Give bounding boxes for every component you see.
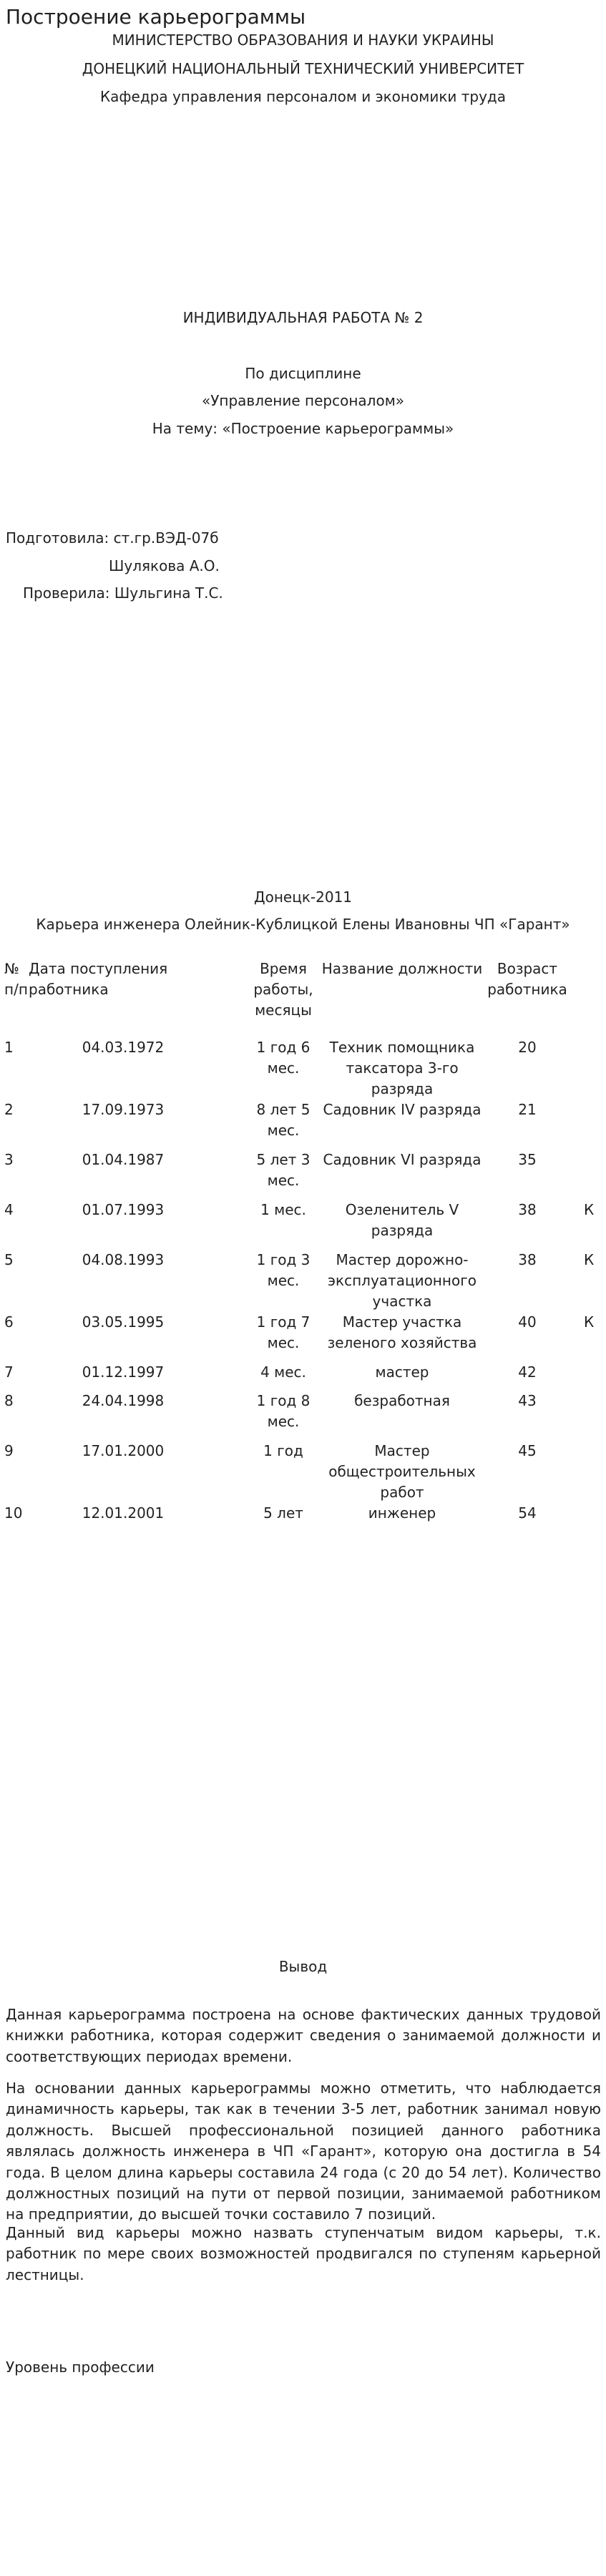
- table-row: [0, 1100, 606, 1150]
- cell-time: 1 год: [263, 1442, 303, 1459]
- cell-extra: [571, 1391, 606, 1441]
- cell-age: 21: [518, 1101, 537, 1118]
- university-line: ДОНЕЦКИЙ НАЦИОНАЛЬНЫЙ ТЕХНИЧЕСКИЙ УНИВЕРСИТЕТ: [82, 60, 524, 77]
- topic-line: На тему: «Построение карьерограммы»: [152, 420, 454, 437]
- cell-date: 04.08.1993: [82, 1251, 165, 1268]
- header-number: № п/п: [4, 960, 28, 998]
- table-row: [0, 1441, 606, 1503]
- cell-number: 4: [4, 1201, 14, 1218]
- cell-date: 17.01.2000: [82, 1442, 165, 1459]
- cell-number: 2: [4, 1101, 14, 1118]
- cell-number: 7: [4, 1363, 14, 1381]
- cell-number: 10: [4, 1504, 23, 1522]
- cell-age: 38: [518, 1251, 537, 1268]
- table-row: [0, 1150, 606, 1200]
- department-line: Кафедра управления персоналом и экономики труда: [99, 88, 507, 105]
- cell-age: 42: [518, 1363, 537, 1381]
- cell-date: 24.04.1998: [82, 1392, 165, 1409]
- cell-time: 1 мес.: [260, 1201, 306, 1218]
- cell-position: Мастер дорожно-эксплуатационного участка: [328, 1251, 477, 1310]
- cell-age: 54: [518, 1504, 537, 1522]
- conclusion-paragraph-3: Данный вид карьеры можно назвать ступенчатым видом карьеры, т.к. работник по мере своих возможностей продвигался по ступеням карьерной лестницы.: [6, 2224, 601, 2283]
- discipline-label: По дисциплине: [245, 365, 361, 382]
- cell-time: 1 год 7 мес.: [256, 1313, 311, 1351]
- table-row: [0, 1312, 606, 1362]
- cell-extra: [571, 1362, 606, 1391]
- header-extra: [571, 959, 606, 1037]
- cell-extra: [571, 1150, 606, 1200]
- cell-number: 9: [4, 1442, 14, 1459]
- cell-time: 5 лет: [263, 1504, 303, 1522]
- table-caption: Карьера инженера Олейник-Кублицкой Елены Ивановны ЧП «Гарант»: [36, 916, 570, 933]
- cell-date: 03.05.1995: [82, 1313, 165, 1331]
- discipline-name: «Управление персоналом»: [201, 392, 405, 409]
- table-row: [0, 1037, 606, 1100]
- header-date: Дата поступления работника: [29, 960, 168, 998]
- career-table: [0, 959, 606, 1532]
- cell-date: 01.07.1993: [82, 1201, 165, 1218]
- cell-age: 43: [518, 1392, 537, 1409]
- cell-position: Садовник IV разряда: [323, 1101, 482, 1118]
- cell-position: Садовник VI разряда: [323, 1151, 482, 1168]
- cell-extra: К: [584, 1251, 595, 1268]
- cell-extra: [571, 1441, 606, 1503]
- cell-extra: [571, 1503, 606, 1532]
- cell-number: 8: [4, 1392, 14, 1409]
- cell-extra: [571, 1037, 606, 1100]
- checked-by: Проверила: Шульгина Т.С.: [23, 584, 223, 602]
- work-title: ИНДИВИДУАЛЬНАЯ РАБОТА № 2: [182, 309, 424, 326]
- cell-date: 04.03.1972: [82, 1039, 165, 1056]
- cell-position: мастер: [375, 1363, 429, 1381]
- cell-date: 01.12.1997: [82, 1363, 165, 1381]
- cell-age: 40: [518, 1313, 537, 1331]
- table-row: [0, 1250, 606, 1312]
- prepared-name: Шулякова А.О.: [109, 557, 220, 574]
- cell-number: 5: [4, 1251, 14, 1268]
- table-row: [0, 1391, 606, 1441]
- cell-time: 1 год 6 мес.: [256, 1039, 311, 1077]
- city-year: Донецк-2011: [253, 888, 353, 906]
- cell-position: безработная: [354, 1392, 450, 1409]
- cell-number: 6: [4, 1313, 14, 1331]
- cell-position: Мастер участка зеленого хозяйства: [327, 1313, 477, 1351]
- profession-level-label: Уровень профессии: [6, 2359, 155, 2376]
- cell-position: инженер: [368, 1504, 436, 1522]
- header-age: Возраст работника: [487, 960, 567, 998]
- cell-time: 1 год 3 мес.: [256, 1251, 311, 1289]
- cell-time: 5 лет 3 мес.: [256, 1151, 311, 1189]
- conclusion-heading: Вывод: [278, 1958, 328, 1975]
- cell-age: 38: [518, 1201, 537, 1218]
- cell-age: 45: [518, 1442, 537, 1459]
- cell-age: 20: [518, 1039, 537, 1056]
- cell-date: 01.04.1987: [82, 1151, 165, 1168]
- header-position: Название должности: [321, 960, 483, 977]
- conclusion-paragraph-1: Данная карьерограмма построена на основе фактических данных трудовой книжки работника, которая содержит сведения о занимаемой должности и соответствующих периодах времени.: [6, 2006, 601, 2065]
- table-header-row: [0, 959, 606, 1037]
- cell-position: Мастер общестроительных работ: [328, 1442, 476, 1501]
- conclusion-paragraph-2: На основании данных карьерограммы можно отметить, что наблюдается динамичность карьеры, так как в течении 3-5 лет, работник занимал новую должность. Высшей профессиональной позицией данного работника являлась должность инженера в ЧП «Гарант», которую она достигла в 54 года. В целом длина карьеры составила 24 года (с 20 до 54 лет). Количество должностных позиций на пути от первой позиции, занимаемой работником на предприятии, до высшей точки составило 7 позиций.: [6, 2080, 601, 2223]
- page-title: Построение карьерограммы: [6, 5, 306, 29]
- cell-position: Озеленитель V разряда: [345, 1201, 459, 1239]
- ministry-line: МИНИСТЕРСТВО ОБРАЗОВАНИЯ И НАУКИ УКРАИНЫ: [112, 31, 494, 49]
- cell-time: 8 лет 5 мес.: [256, 1101, 311, 1139]
- cell-time: 1 год 8 мес.: [256, 1392, 311, 1430]
- cell-extra: К: [584, 1313, 595, 1331]
- table-row: [0, 1503, 606, 1532]
- cell-extra: [571, 1100, 606, 1150]
- cell-time: 4 мес.: [260, 1363, 306, 1381]
- table-row: [0, 1362, 606, 1391]
- cell-extra: К: [584, 1201, 595, 1218]
- cell-date: 12.01.2001: [82, 1504, 165, 1522]
- prepared-by: Подготовила: ст.гр.ВЭД-07б: [6, 529, 219, 547]
- cell-date: 17.09.1973: [82, 1101, 165, 1118]
- cell-age: 35: [518, 1151, 537, 1168]
- header-time: Время работы, месяцы: [253, 960, 313, 1019]
- cell-number: 3: [4, 1151, 14, 1168]
- cell-position: Техник помощника таксатора 3-го разряда: [329, 1039, 475, 1097]
- cell-number: 1: [4, 1039, 14, 1056]
- table-row: [0, 1200, 606, 1250]
